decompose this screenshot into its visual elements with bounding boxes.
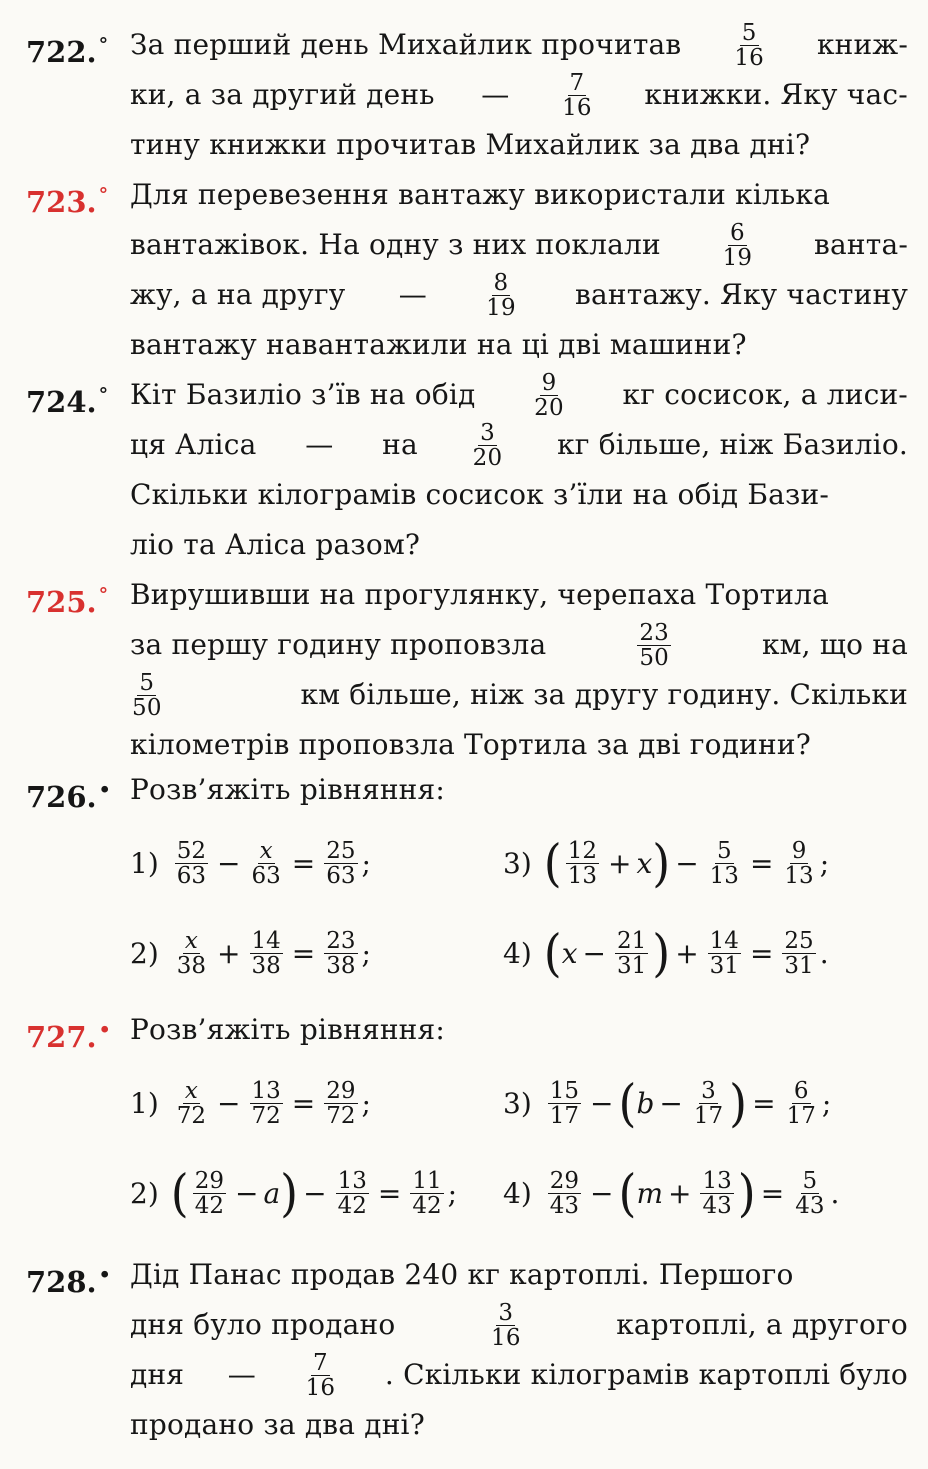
text-line: Для перевезення вантажу використали кілька (130, 178, 831, 211)
fraction: $\frac{x}{63}$ (251, 837, 281, 889)
equation-726-2: 2) $\frac{x}{38}$ + $\frac{14}{38}$ = $\frac{23}{38}$ ; (130, 927, 371, 979)
fraction: $\frac{5}{43}$ (795, 1167, 825, 1219)
equation-726-1: 1) $\frac{52}{63}$ − $\frac{x}{63}$ = $\frac{25}{63}$ ; (130, 837, 371, 889)
fraction: $\frac{9}{20}$ (534, 369, 564, 421)
problem-title (130, 765, 908, 815)
fraction: $\frac{25}{63}$ (326, 837, 356, 889)
fraction: $\frac{13}{72}$ (251, 1077, 281, 1129)
problem-number: 726. • (26, 779, 111, 814)
fraction: $\frac{7}{16}$ (305, 1349, 336, 1401)
fraction: $\frac{8}{19}$ (486, 269, 516, 321)
equation-726-4: 4) ( x − $\frac{21}{31}$ ) + $\frac{14}{31}$ = $\frac{25}{31}$ . (503, 923, 829, 983)
text-line: Дід Панас продав 240 кг картоплі. Першого (130, 1258, 794, 1291)
equation-727-3: 3) $\frac{15}{17}$ − ( b − $\frac{3}{17}$ ) = $\frac{6}{17}$ ; (503, 1073, 832, 1133)
fraction: $\frac{23}{38}$ (326, 927, 356, 979)
problem-text (130, 1250, 908, 1450)
fraction: $\frac{13}{43}$ (702, 1167, 732, 1219)
problem-number: 722. ° (26, 34, 109, 69)
text-line: ліо та Аліса разом? (130, 528, 421, 561)
text-line: кілометрів проповзла Тортила за дві години? (130, 728, 811, 761)
text-line: дня було продано $\frac{3}{16}$ картоплі, а другого (130, 1299, 908, 1351)
text-line: вантажівок. На одну з них поклали $\frac{6}{19}$ ванта- (130, 219, 908, 271)
text-line: дня — $\frac{7}{16}$ . Скільки кілограмів картоплі було (130, 1349, 908, 1401)
fraction: $\frac{29}{43}$ (549, 1167, 580, 1219)
equation-727-2: 2) ( $\frac{29}{42}$ − a ) − $\frac{13}{42}$ = $\frac{11}{42}$ ; (130, 1163, 458, 1223)
text-line: вантажу навантажили на ці дві машини? (130, 328, 747, 361)
fraction: $\frac{14}{31}$ (709, 927, 739, 979)
fraction: $\frac{6}{17}$ (786, 1077, 816, 1129)
problem-title (130, 1005, 908, 1055)
fraction: $\frac{3}{20}$ (472, 419, 503, 471)
fraction: $\frac{15}{17}$ (549, 1077, 580, 1129)
problem-text (130, 20, 908, 170)
problem-number: 723. ° (26, 184, 109, 219)
problem-number: 728. • (26, 1264, 111, 1299)
text-line: Скільки кілограмів сосисок з’їли на обід Бази- (130, 478, 829, 511)
fraction: $\frac{29}{72}$ (326, 1077, 356, 1129)
fraction: $\frac{5}{16}$ (734, 19, 764, 71)
fraction: $\frac{14}{38}$ (251, 927, 281, 979)
text-line: Розв’яжіть рівняння: (130, 1013, 446, 1046)
text-line: За перший день Михайлик прочитав $\frac{5}{16}$ книж- (130, 19, 908, 71)
problem-number: 724. ° (26, 384, 109, 419)
text-line: $\frac{5}{50}$ км більше, ніж за другу годину. Скільки (132, 669, 908, 721)
problem-number: 725. ° (26, 584, 109, 619)
text-line: Вирушивши на прогулянку, черепаха Тортила (130, 578, 830, 611)
fraction: $\frac{25}{31}$ (784, 927, 814, 979)
fraction: $\frac{13}{42}$ (337, 1167, 367, 1219)
fraction: $\frac{29}{42}$ (194, 1167, 224, 1219)
problem-text (130, 370, 908, 570)
text-line: Кіт Базиліо з’їв на обід $\frac{9}{20}$ кг сосисок, а лиси- (130, 369, 908, 421)
text-line: за першу годину проповзла $\frac{23}{50}$ км, що на (130, 619, 908, 671)
problem-text (130, 570, 908, 770)
text-line: Розв’яжіть рівняння: (130, 773, 446, 806)
fraction: $\frac{x}{38}$ (176, 927, 207, 979)
fraction: $\frac{23}{50}$ (639, 619, 669, 671)
fraction: $\frac{52}{63}$ (176, 837, 207, 889)
fraction: $\frac{12}{13}$ (567, 837, 597, 889)
fraction: $\frac{5}{13}$ (709, 837, 739, 889)
fraction: $\frac{3}{17}$ (693, 1077, 724, 1129)
fraction: $\frac{9}{13}$ (784, 837, 814, 889)
text-line: тину книжки прочитав Михайлик за два дні? (130, 128, 811, 161)
equation-726-3: 3) ( $\frac{12}{13}$ + x ) − $\frac{5}{13}$ = $\frac{9}{13}$ ; (503, 833, 830, 893)
fraction: $\frac{7}{16}$ (562, 69, 592, 121)
equation-727-1: 1) $\frac{x}{72}$ − $\frac{13}{72}$ = $\frac{29}{72}$ ; (130, 1077, 371, 1129)
fraction: $\frac{x}{72}$ (176, 1077, 207, 1129)
fraction: $\frac{11}{42}$ (412, 1167, 442, 1219)
text-line: ки, а за другий день — $\frac{7}{16}$ книжки. Яку час- (130, 69, 908, 121)
equation-727-4: 4) $\frac{29}{43}$ − ( m + $\frac{13}{43}$ ) = $\frac{5}{43}$ . (503, 1163, 840, 1223)
problem-number: 727. • (26, 1019, 111, 1054)
fraction: $\frac{5}{50}$ (132, 669, 162, 721)
fraction: $\frac{3}{16}$ (491, 1299, 521, 1351)
text-line: продано за два дні? (130, 1408, 425, 1441)
problem-text (130, 170, 908, 370)
text-line: жу, а на другу — $\frac{8}{19}$ вантажу. Яку частину (130, 269, 908, 321)
text-line: ця Аліса — на $\frac{3}{20}$ кг більше, ніж Базиліо. (130, 419, 908, 471)
fraction: $\frac{6}{19}$ (722, 219, 753, 271)
fraction: $\frac{21}{31}$ (616, 927, 647, 979)
